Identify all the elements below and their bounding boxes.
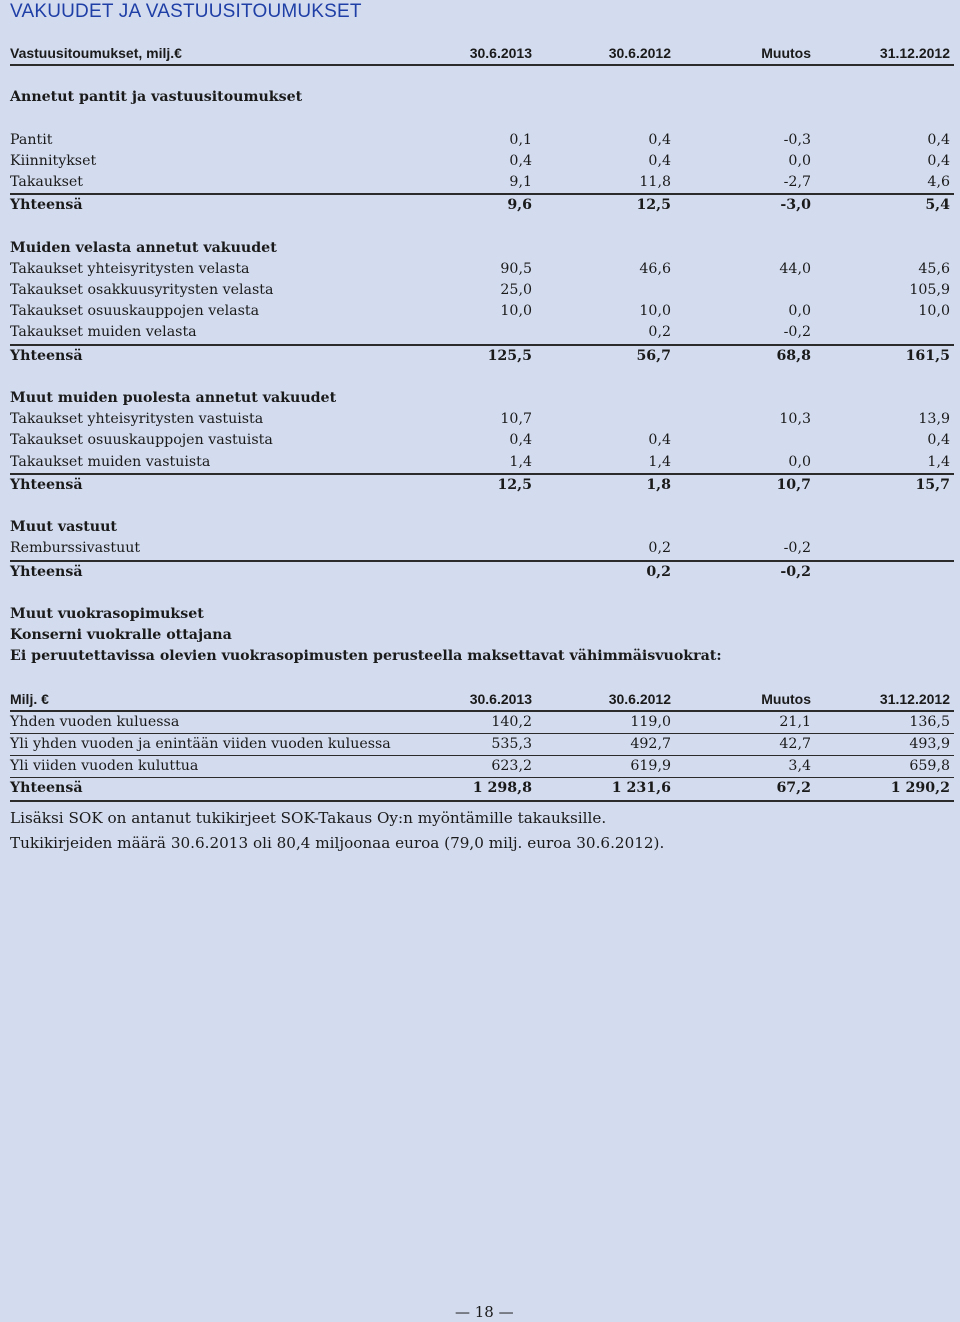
cell: 0,4 [648,131,671,148]
cell: 3,4 [788,758,811,775]
cell: 105,9 [909,282,950,299]
cell: 56,7 [636,347,671,364]
cell: 493,9 [909,736,950,752]
table-row [10,322,954,345]
cell: 1,8 [646,476,671,493]
cell: 0,4 [648,432,671,449]
cell: 12,5 [636,197,671,214]
table-header [10,43,954,66]
cell: 67,2 [776,780,811,797]
cell: 1,4 [509,453,532,470]
table-row [10,130,954,151]
cell: 13,9 [918,411,950,428]
total-row [10,778,954,801]
cell: 0,4 [927,152,950,169]
cell: 0,0 [788,152,811,169]
row-label: Yhteensä [10,563,83,580]
table-row [10,172,954,195]
header-col: 30.6.2013 [469,45,532,61]
cell: 11,8 [639,174,671,191]
header-col: 30.6.2012 [608,690,671,707]
cell: 659,8 [909,758,950,775]
cell: 9,1 [509,174,532,191]
cell: 136,5 [909,713,950,730]
cell: 10,7 [776,476,811,493]
cell: 619,9 [630,758,671,775]
table-row [10,452,954,475]
cell: -3,0 [780,197,811,214]
cell: 623,2 [491,758,532,775]
row-label: Pantit [10,131,53,148]
table-row [10,734,954,756]
header-col: 30.6.2013 [469,690,532,707]
cell: 10,3 [779,411,811,428]
cell: 5,4 [925,197,950,214]
cell: 0,1 [509,131,532,148]
cell: 0,4 [927,432,950,449]
total-row [10,475,954,496]
row-label: Yhteensä [10,476,83,493]
cell: 535,3 [491,736,532,752]
table-row [10,259,954,280]
cell: 0,0 [788,303,811,320]
total-row [10,195,954,216]
section-title: Muut vastuut [10,519,117,536]
note-paragraph: Tukikirjeiden määrä 30.6.2013 oli 80,4 miljoonaa euroa (79,0 milj. euroa 30.6.2012). [10,834,665,852]
cell: 1 231,6 [611,780,671,797]
header-col: 31.12.2012 [879,690,950,707]
cell: 42,7 [779,736,811,752]
header-col: 31.12.2012 [879,45,950,61]
cell: 0,0 [788,453,811,470]
row-label: Takaukset [10,174,83,191]
row-label: Kiinnitykset [10,152,97,169]
cell: 46,6 [639,260,671,277]
cell: 10,0 [639,303,671,320]
total-row [10,346,954,367]
header-col: 30.6.2012 [608,45,671,61]
cell: 119,0 [630,713,671,730]
cell: 68,8 [776,347,811,364]
row-label: Takaukset yhteisyritysten vastuista [10,411,264,428]
cell: 140,2 [491,713,532,730]
cell: 44,0 [779,260,811,277]
row-label: Takaukset osuuskauppojen vastuista [10,432,273,449]
cell: 0,2 [646,563,671,580]
section-title: Annetut pantit ja vastuusitoumukset [10,89,303,106]
cell: 10,0 [918,303,950,320]
header-col: Muutos [761,690,811,707]
cell: 25,0 [500,282,532,299]
cell: -0,2 [783,324,811,341]
cell: 15,7 [915,476,950,493]
cell: 0,2 [648,540,671,557]
header-label: Milj. € [10,690,49,707]
cell: 1 298,8 [472,780,532,797]
header-label: Vastuusitoumukset, milj.€ [10,45,182,61]
header-col: Muutos [761,45,811,61]
table-row [10,538,954,561]
row-label: Takaukset osakkuusyritysten velasta [10,282,274,299]
table-row [10,756,954,778]
table-row [10,151,954,172]
cell: 0,2 [648,324,671,341]
row-label: Yhden vuoden kuluessa [10,713,180,730]
row-label: Yli viiden vuoden kuluttua [10,758,199,775]
row-label: Takaukset muiden vastuista [10,453,211,470]
table-row [10,409,954,430]
cell: 0,4 [509,152,532,169]
cell: 90,5 [500,260,532,277]
cell: 1 290,2 [890,780,950,797]
row-label: Takaukset osuuskauppojen velasta [10,303,260,320]
cell: 10,7 [500,411,532,428]
lease-table-header [10,689,954,712]
cell: 1,4 [927,453,950,470]
cell: -2,7 [783,174,811,191]
section-title: Muut muiden puolesta annetut vakuudet [10,390,337,406]
row-label: Yhteensä [10,197,83,214]
cell: 0,4 [509,432,532,449]
section-title: Muiden velasta annetut vakuudet [10,239,277,256]
total-row [10,562,954,583]
row-label: Takaukset muiden velasta [10,324,197,341]
section-title: Muut vuokrasopimukset [10,605,204,622]
row-label: Yhteensä [10,347,83,364]
section-subtitle: Ei peruutettavissa olevien vuokrasopimusten perusteella maksettavat vähimmäisvuokrat: [10,648,722,665]
section-subtitle: Konserni vuokralle ottajana [10,627,232,644]
cell: 4,6 [927,174,950,191]
cell: 0,4 [927,131,950,148]
commitments-table [10,43,954,802]
cell: 12,5 [497,476,532,493]
cell: -0,2 [780,563,811,580]
page-number: — 18 — [455,1303,514,1321]
cell: 492,7 [630,736,671,752]
cell: 9,6 [507,197,532,214]
cell: 10,0 [500,303,532,320]
cell: 1,4 [648,453,671,470]
page-title: VAKUUDET JA VASTUUSITOUMUKSET [10,1,362,22]
row-label: Yhteensä [10,780,83,797]
cell: -0,2 [783,540,811,557]
cell: 125,5 [487,347,532,364]
table-row [10,280,954,301]
row-label: Takaukset yhteisyritysten velasta [10,260,250,277]
cell: 21,1 [779,713,811,730]
cell: 0,4 [648,152,671,169]
row-label: Yli yhden vuoden ja enintään viiden vuoden kuluessa [10,736,391,752]
note-paragraph: Lisäksi SOK on antanut tukikirjeet SOK-Takaus Oy:n myöntämille takauksille. [10,809,607,827]
table-row [10,712,954,734]
table-row [10,430,954,451]
row-label: Remburssivastuut [10,540,141,557]
table-row [10,301,954,322]
cell: -0,3 [783,131,811,148]
cell: 45,6 [918,260,950,277]
cell: 161,5 [905,347,950,364]
